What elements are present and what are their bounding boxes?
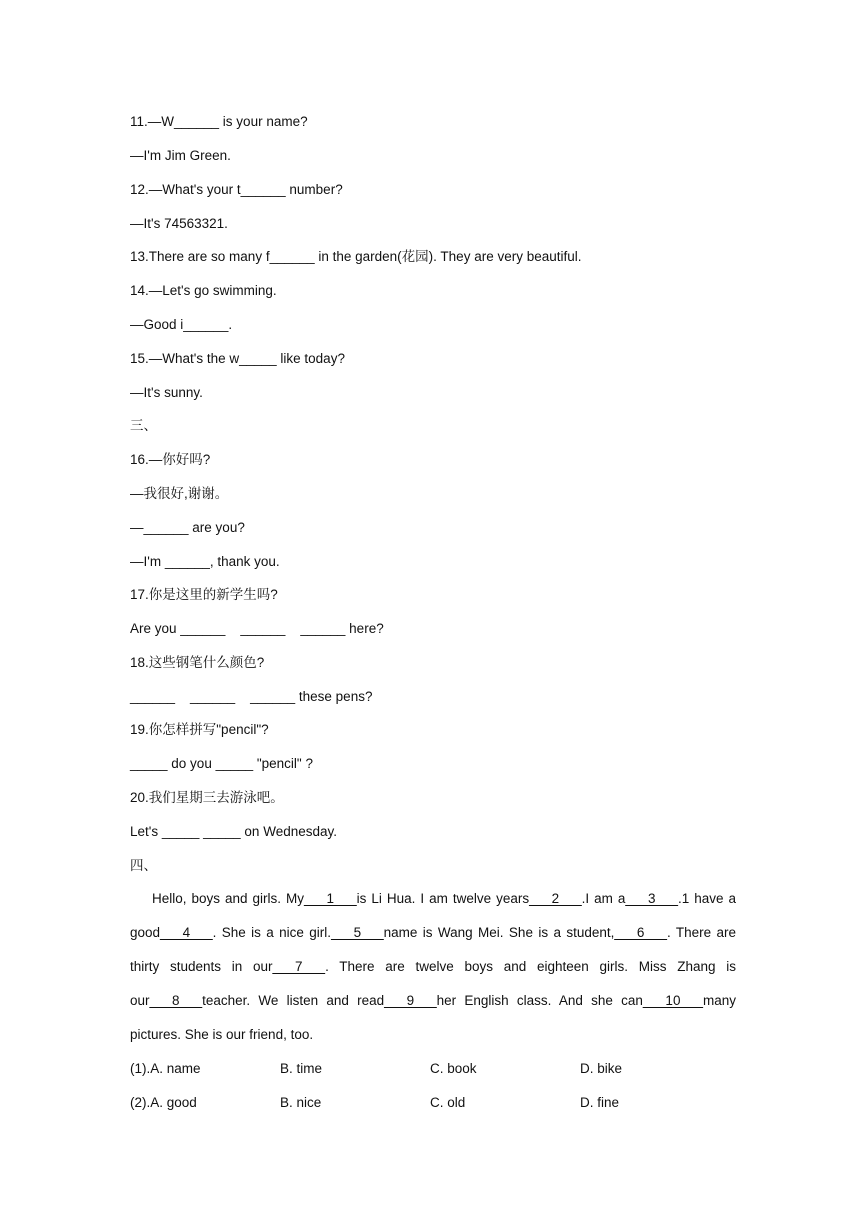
q18-fill: ______ ______ ______ these pens? bbox=[130, 689, 373, 704]
q20-fill: Let's _____ _____ on Wednesday. bbox=[130, 824, 337, 839]
section-four-heading: 四、 bbox=[130, 858, 157, 873]
q20-prompt: 20.我们星期三去游泳吧。 bbox=[130, 790, 284, 805]
q18-prompt: 18.这些钢笔什么颜色? bbox=[130, 655, 265, 670]
cloze-passage: Hello, boys and girls. My___1___is Li Hua. I am twelve years___2___.I am a___3___.1 have a good___4___. She is a nice girl.___5___name is Wang Mei. She is a student,___6___. There are thirty students in our___7___. There are twelve boys and eighteen girls. Miss Zhang is our___8___teacher. We listen and read___9___her English class. And she can___10___many pictures. She is our friend, too. bbox=[130, 891, 737, 1042]
option-number: (2).A. good bbox=[130, 1095, 197, 1110]
q12-question: 12.—What's your t______ number? bbox=[130, 182, 343, 197]
q16-question: —______ are you? bbox=[130, 520, 245, 535]
option-b: B. nice bbox=[280, 1095, 322, 1110]
blank-4: ___4___ bbox=[160, 925, 213, 940]
blank-10: ___10___ bbox=[642, 993, 703, 1008]
q16-prompt: 16.—你好吗? bbox=[130, 452, 211, 467]
q13-question: 13.There are so many f______ in the garden(花园). They are very beautiful. bbox=[130, 249, 582, 264]
blank-1: ___1___ bbox=[304, 891, 357, 906]
blank-5: ___5___ bbox=[331, 925, 384, 940]
q19-fill: _____ do you _____ "pencil" ? bbox=[130, 756, 313, 771]
blank-2: ___2___ bbox=[529, 891, 582, 906]
section-three-heading: 三、 bbox=[130, 418, 157, 433]
option-number: (1).A. name bbox=[130, 1061, 201, 1076]
q14-answer: —Good i______. bbox=[130, 317, 233, 332]
q16-prompt-reply: —我很好,谢谢。 bbox=[130, 486, 229, 501]
option-d: D. fine bbox=[580, 1095, 620, 1110]
q11-answer: —I'm Jim Green. bbox=[130, 148, 231, 163]
q11-question: 11.—W______ is your name? bbox=[130, 114, 308, 129]
q17-fill: Are you ______ ______ ______ here? bbox=[130, 621, 384, 636]
q12-answer: —It's 74563321. bbox=[130, 216, 228, 231]
option-d: D. bike bbox=[580, 1061, 623, 1076]
q14-question: 14.—Let's go swimming. bbox=[130, 283, 277, 298]
blank-7: ___7___ bbox=[272, 959, 326, 974]
q17-prompt: 17.你是这里的新学生吗? bbox=[130, 587, 278, 602]
option-c: C. book bbox=[430, 1061, 477, 1076]
blank-9: ___9___ bbox=[384, 993, 437, 1008]
blank-8: ___8___ bbox=[149, 993, 203, 1008]
q15-question: 15.—What's the w_____ like today? bbox=[130, 351, 345, 366]
q19-prompt: 19.你怎样拼写"pencil"? bbox=[130, 722, 269, 737]
q16-answer: —I'm ______, thank you. bbox=[130, 554, 280, 569]
q15-answer: —It's sunny. bbox=[130, 385, 203, 400]
option-b: B. time bbox=[280, 1061, 323, 1076]
blank-6: ___6___ bbox=[614, 925, 667, 940]
option-c: C. old bbox=[430, 1095, 466, 1110]
blank-3: ___3___ bbox=[625, 891, 678, 906]
